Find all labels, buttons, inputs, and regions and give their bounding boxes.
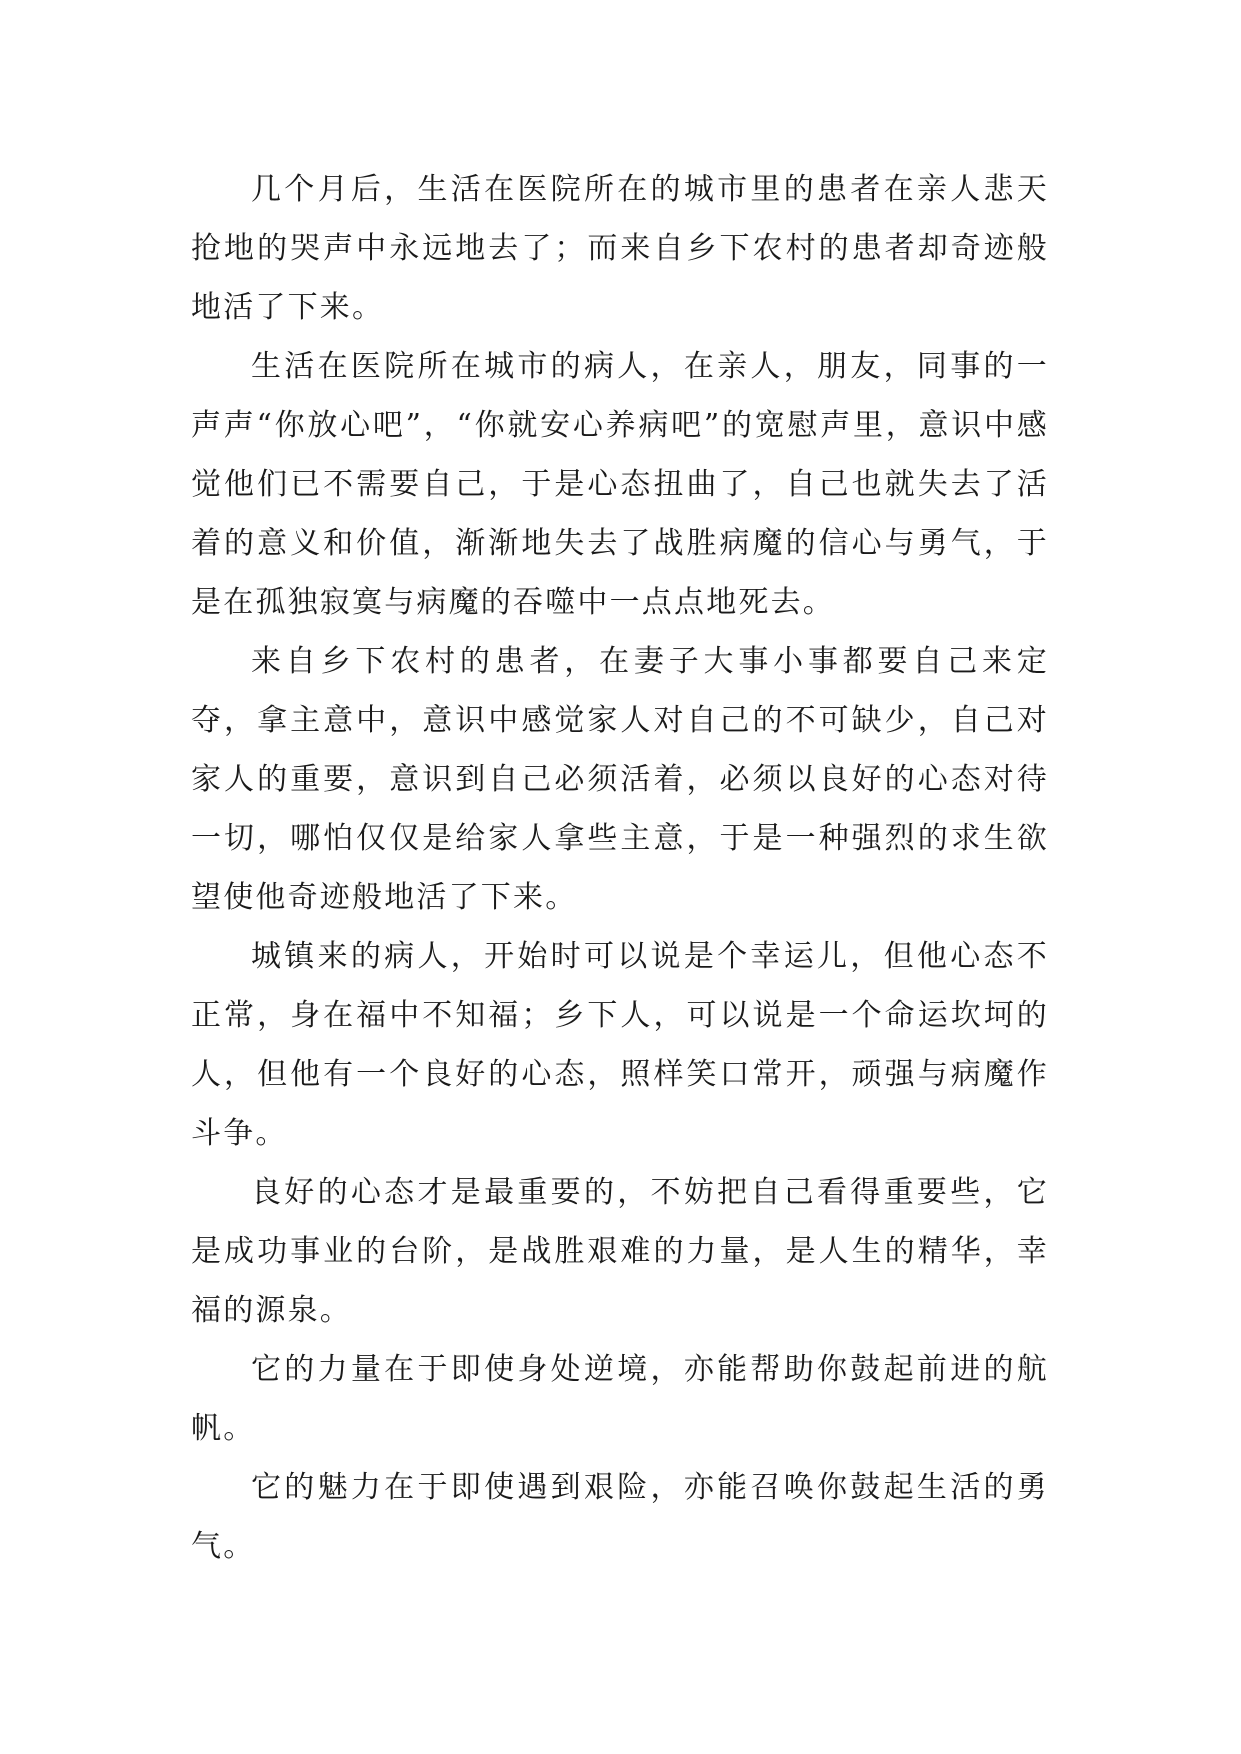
paragraph-6: 它的力量在于即使身处逆境，亦能帮助你鼓起前进的航帆。 [191, 1352, 1049, 1446]
document-body [191, 160, 1049, 1576]
paragraph-1: 几个月后，生活在医院所在的城市里的患者在亲人悲天抢地的哭声中永远地去了；而来自乡下农村的患者却奇迹般地活了下来。 [191, 172, 1049, 325]
paragraph-7: 它的魅力在于即使遇到艰险，亦能召唤你鼓起生活的勇气。 [191, 1470, 1049, 1564]
paragraph-5: 良好的心态才是最重要的，不妨把自己看得重要些，它是成功事业的台阶，是战胜艰难的力量，是人生的精华，幸福的源泉。 [191, 1175, 1049, 1328]
paragraph-2: 生活在医院所在城市的病人，在亲人，朋友，同事的一声声“你放心吧”，“你就安心养病吧”的宽慰声里，意识中感觉他们已不需要自己，于是心态扭曲了，自己也就失去了活着的意义和价值，渐渐地失去了战胜病魔的信心与勇气，于是在孤独寂寞与病魔的吞噬中一点点地死去。 [191, 349, 1049, 620]
paragraph-3: 来自乡下农村的患者，在妻子大事小事都要自己来定夺，拿主意中，意识中感觉家人对自己的不可缺少，自己对家人的重要，意识到自己必须活着，必须以良好的心态对待一切，哪怕仅仅是给家人拿些主意，于是一种强烈的求生欲望使他奇迹般地活了下来。 [191, 644, 1049, 915]
paragraph-4: 城镇来的病人，开始时可以说是个幸运儿，但他心态不正常，身在福中不知福；乡下人，可以说是一个命运坎坷的人，但他有一个良好的心态，照样笑口常开，顽强与病魔作斗争。 [191, 939, 1049, 1151]
